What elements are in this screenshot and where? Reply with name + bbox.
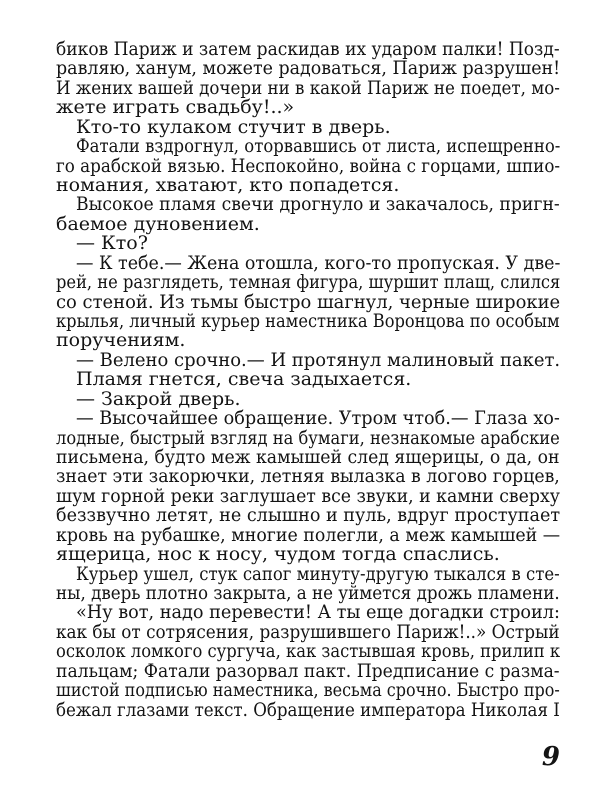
text-line: Пламя гнется, свеча задыхается. <box>76 368 412 391</box>
text-line: со стеной. Из тьмы быстро шагнул, черные широкие <box>56 290 561 313</box>
text-line: лодные, быстрый взгляд на бумаги, незнакомые арабские <box>56 426 560 449</box>
text-line: кровь на рубашке, многие полегли, а меж камышей — <box>56 523 561 546</box>
text-line: письмена, будто меж камышей след ящерицы, о да, он <box>56 446 560 468</box>
text-line: бежал глазами текст. Обращение императора Николая I <box>56 698 560 721</box>
text-line: — Кто? <box>76 232 148 255</box>
text-line: И жених вашей дочери ни в какой Париж не поедет, мо- <box>56 76 560 99</box>
text-line: как бы от сотрясения, разрушившего Париж!..» Острый <box>56 620 560 643</box>
text-line: номания, хватают, кто попадется. <box>56 174 400 196</box>
text-line: рей, не разглядеть, темная фигура, шуршит плащ, слился <box>56 271 561 294</box>
text-line: поручениям. <box>56 329 186 352</box>
text-line: ны, дверь плотно закрыта, а не уймется дрожь пламени. <box>56 582 560 604</box>
text-line: — К тебе.— Жена отошла, кого-то пропуская. У две- <box>76 251 561 274</box>
text-line: — Велено срочно.— И протянул малиновый пакет. <box>76 348 561 371</box>
text-line: Кто-то кулаком стучит в дверь. <box>76 115 391 138</box>
text-line: равляю, ханум, можете радоваться, Париж разрушен! <box>56 57 561 80</box>
text-line: шистой подписью наместника, весьма срочно. Быстро про- <box>56 679 560 702</box>
text-line: крылья, личный курьер наместника Воронцова по особым <box>56 310 560 332</box>
text-line: беззвучно летят, не слышно и пуль, вдруг проступает <box>56 504 561 527</box>
text-line: ящерица, нос к носу, чудом тогда спаслись. <box>56 543 500 566</box>
text-line: Фатали вздрогнул, оторвавшись от листа, испещренно- <box>76 135 561 158</box>
text-line: «Ну вот, надо перевести! А ты еще догадки строил: <box>76 601 560 624</box>
text-line: — Закрой дверь. <box>76 387 241 410</box>
text-line: знает эти закорючки, летняя вылазка в логово горцев, <box>56 465 560 488</box>
text-line: го арабской вязью. Неспокойно, война с горцами, шпио- <box>56 154 561 177</box>
text-line: шум горной реки заглушает все звуки, и камни сверху <box>56 484 560 507</box>
text-line: жете играть свадьбу!..» <box>56 96 295 119</box>
text-line: баемое дуновением. <box>56 212 260 235</box>
text-line: Курьер ушел, стук сапог минуту-другую тыкался в сте- <box>76 562 560 585</box>
text-line: пальцам; Фатали разорвал пакт. Предписание с размa- <box>56 659 560 682</box>
page-number: 9 <box>541 742 560 772</box>
text-line: — Высочайшее обращение. Утром чтоб.— Глаза хо- <box>76 407 560 430</box>
text-line: биков Париж и затем раскидав их ударом палки! Позд- <box>56 38 560 60</box>
text-line: осколок ломкого сургуча, как застывшая кровь, прилип к <box>56 640 561 663</box>
text-line: Высокое пламя свечи дрогнуло и закачалось, пригн- <box>76 193 560 216</box>
